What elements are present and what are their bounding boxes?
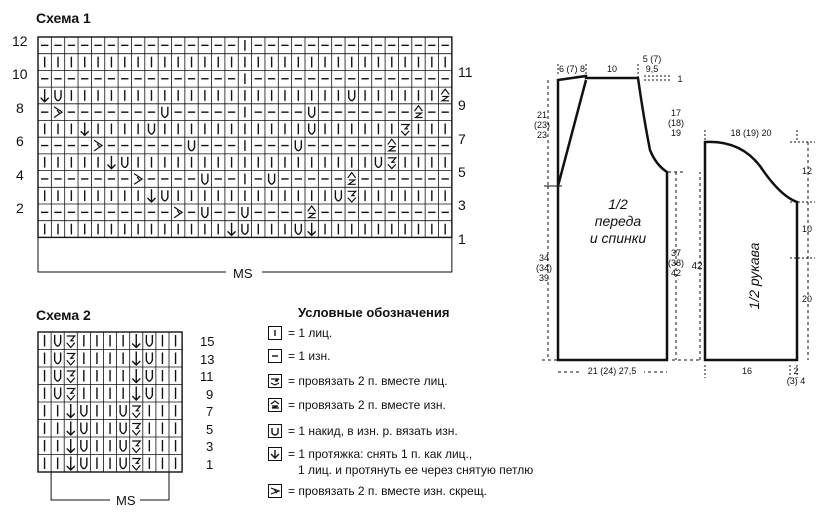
- body-front-depth-1: 21: [536, 110, 547, 120]
- body-side-right-3: 42: [670, 268, 681, 278]
- legend-text: = провязать 2 п. вместе лиц.: [288, 374, 448, 388]
- scheme1-row-number: 11: [458, 63, 473, 80]
- scheme1-row-number: 5: [458, 163, 466, 180]
- body-side-left-3: 39: [538, 273, 549, 283]
- scheme2-row-number: 11: [200, 369, 214, 384]
- sleeve-total-height: 42: [691, 261, 703, 272]
- scheme2-row-number: 15: [200, 334, 215, 349]
- body-front-depth-2: (23): [533, 120, 550, 130]
- scheme2-title: Схема 2: [36, 307, 91, 323]
- body-side-right-2: (38): [667, 258, 684, 268]
- body-side-left-2: (34): [535, 263, 552, 273]
- scheme1-row-number: 7: [458, 130, 466, 147]
- scheme2-row-number: 5: [206, 421, 214, 437]
- sleeve-lower: 20: [801, 294, 812, 304]
- scheme2-row-number: 13: [200, 351, 215, 367]
- sleeve-top-width: 18 (19) 20: [730, 128, 772, 138]
- scheme1-title: Схема 1: [36, 10, 91, 26]
- scheme2-ms-label: MS: [116, 493, 136, 508]
- body-neck-label: 10: [606, 64, 617, 74]
- body-armhole-2: (18): [667, 118, 684, 128]
- sleeve-cap-height: 12: [801, 166, 812, 176]
- scheme1-row-number: 12: [12, 33, 28, 49]
- body-shoulder-label: 6 (7) 8: [558, 64, 585, 74]
- body-armhole-1: 17: [670, 108, 681, 118]
- scheme2-row-number: 7: [206, 404, 214, 419]
- scheme2-row-number: 3: [206, 439, 214, 454]
- scheme1-row-number: 4: [16, 166, 24, 183]
- body-title-line3: и спинки: [589, 230, 647, 246]
- scheme1-row-number: 1: [458, 230, 466, 247]
- legend-text: = 1 лиц.: [288, 326, 333, 340]
- body-width-bottom: 21 (24) 27,5: [580, 366, 644, 376]
- scheme1-row-number: 9: [458, 97, 466, 114]
- body-front-depth-3: 23: [536, 130, 547, 140]
- sleeve-cuff-2: (3) 4: [786, 376, 806, 386]
- legend-text: 1 лиц. и протянуть ее через снятую петлю: [298, 463, 534, 477]
- scheme1-ms-label: MS: [233, 266, 253, 281]
- scheme1-row-number: 10: [12, 66, 28, 83]
- body-side-right-1: 37: [670, 248, 681, 258]
- body-armhole-3: 19: [670, 128, 681, 138]
- body-neck-depth-right: 1: [677, 74, 683, 84]
- body-side-left-1: 34: [538, 253, 549, 263]
- scheme1-row-number: 3: [458, 197, 466, 214]
- scheme1-row-number: 6: [16, 133, 24, 150]
- body-title: [578, 196, 658, 247]
- legend-text: = 1 протяжка: снять 1 п. как лиц.,: [288, 447, 473, 461]
- scheme1-row-number: 8: [16, 99, 24, 116]
- scheme1-row-number: 2: [16, 200, 24, 216]
- legend-text: = провязать 2 п. вместе изн. скрещ.: [288, 484, 487, 498]
- sleeve-title: 1/2 рукава: [746, 242, 762, 310]
- body-neck-depth-top: 5 (7): [642, 54, 662, 64]
- legend-text: = 1 изн.: [288, 349, 331, 363]
- sleeve-bottom-width: 16: [741, 366, 752, 376]
- body-title-line1: 1/2: [608, 196, 628, 212]
- scheme2-row-number: 9: [206, 386, 214, 402]
- legend-text: = провязать 2 п. вместе изн.: [288, 398, 446, 412]
- sleeve-upper: 10: [801, 224, 812, 234]
- scheme2-row-number: 1: [206, 456, 214, 472]
- sleeve-cuff: 2: [793, 366, 799, 376]
- body-neck-depth-bottom: 9,5: [645, 64, 659, 74]
- legend-text: = 1 накид, в изн. р. вязать изн.: [288, 424, 458, 438]
- legend-title: Условные обозначения: [298, 305, 450, 320]
- body-title-line2: переда: [594, 213, 642, 229]
